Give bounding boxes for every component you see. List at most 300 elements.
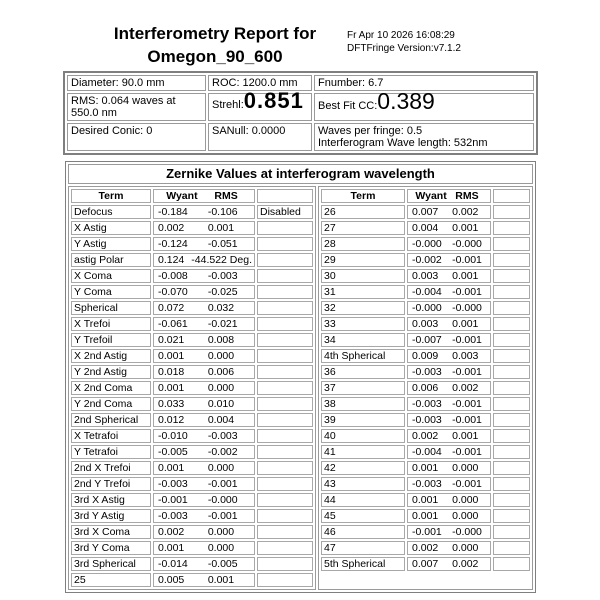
term-cell: X 2nd Coma bbox=[71, 381, 151, 395]
values-cell bbox=[153, 493, 255, 507]
values-cell bbox=[153, 333, 255, 347]
wyant-value: -0.000 bbox=[412, 302, 442, 314]
term-cell: 36 bbox=[321, 365, 405, 379]
rms-value: -0.000 bbox=[452, 302, 482, 314]
note-cell bbox=[493, 381, 530, 395]
zernike-row bbox=[71, 557, 313, 571]
note-cell bbox=[257, 301, 313, 315]
term-cell: Y Coma bbox=[71, 285, 151, 299]
wyant-value: -0.001 bbox=[412, 526, 442, 538]
values-cell bbox=[407, 445, 491, 459]
note-cell bbox=[493, 397, 530, 411]
values-cell bbox=[153, 205, 255, 219]
zernike-row bbox=[321, 381, 530, 395]
zernike-left-column bbox=[68, 186, 316, 590]
zernike-row bbox=[71, 285, 313, 299]
note-column-header bbox=[493, 189, 530, 203]
zernike-row bbox=[71, 541, 313, 555]
zernike-row bbox=[321, 509, 530, 523]
wyant-column-header: Wyant bbox=[415, 190, 447, 202]
values-column-header bbox=[153, 189, 255, 203]
zernike-table-title: Zernike Values at interferogram wavelength bbox=[68, 164, 533, 184]
rms-value: -0.001 bbox=[207, 478, 238, 490]
term-cell: 27 bbox=[321, 221, 405, 235]
wyant-value: 0.001 bbox=[158, 350, 185, 362]
values-cell bbox=[407, 477, 491, 491]
values-cell bbox=[407, 509, 491, 523]
values-cell bbox=[407, 301, 491, 315]
note-cell bbox=[493, 461, 530, 475]
zernike-row bbox=[71, 333, 313, 347]
wyant-value: 0.001 bbox=[412, 494, 439, 506]
best-fit-cc-label: Best Fit CC: bbox=[318, 100, 378, 112]
zernike-row bbox=[71, 253, 313, 267]
term-cell: 33 bbox=[321, 317, 405, 331]
wyant-value: 0.001 bbox=[412, 462, 439, 474]
wyant-value: -0.000 bbox=[412, 238, 442, 250]
wyant-value: 0.004 bbox=[412, 222, 439, 234]
note-cell bbox=[493, 317, 530, 331]
note-cell bbox=[257, 461, 313, 475]
rms-value: -0.003 bbox=[207, 430, 238, 442]
term-cell: Y 2nd Astig bbox=[71, 365, 151, 379]
term-cell: 3rd Spherical bbox=[71, 557, 151, 571]
note-cell bbox=[493, 237, 530, 251]
zernike-header-row bbox=[321, 189, 530, 203]
zernike-row bbox=[321, 349, 530, 363]
zernike-row bbox=[71, 477, 313, 491]
note-cell bbox=[493, 301, 530, 315]
summary-table bbox=[63, 71, 538, 155]
rms-value: 0.001 bbox=[452, 318, 479, 330]
values-cell bbox=[153, 253, 255, 267]
rms-value: -0.001 bbox=[452, 446, 482, 458]
note-cell bbox=[493, 509, 530, 523]
wyant-value: -0.007 bbox=[412, 334, 442, 346]
note-cell bbox=[257, 269, 313, 283]
zernike-row bbox=[321, 221, 530, 235]
empty-filler-cell bbox=[321, 573, 530, 587]
term-cell: Y Trefoil bbox=[71, 333, 151, 347]
note-cell bbox=[493, 333, 530, 347]
wyant-value: 0.007 bbox=[412, 558, 439, 570]
term-cell: 44 bbox=[321, 493, 405, 507]
term-cell: Y Astig bbox=[71, 237, 151, 251]
rms-column-header: RMS bbox=[214, 190, 238, 202]
zernike-row bbox=[321, 365, 530, 379]
values-cell bbox=[407, 493, 491, 507]
term-cell: 45 bbox=[321, 509, 405, 523]
rms-value: 0.003 bbox=[452, 350, 479, 362]
wyant-value: 0.001 bbox=[412, 510, 439, 522]
note-cell: Disabled bbox=[257, 205, 313, 219]
note-cell bbox=[257, 493, 313, 507]
term-cell: 31 bbox=[321, 285, 405, 299]
zernike-row bbox=[321, 397, 530, 411]
term-cell: 43 bbox=[321, 477, 405, 491]
term-cell: 42 bbox=[321, 461, 405, 475]
wyant-value: 0.012 bbox=[158, 414, 185, 426]
values-cell bbox=[153, 349, 255, 363]
term-cell: Defocus bbox=[71, 205, 151, 219]
values-cell bbox=[407, 413, 491, 427]
zernike-row bbox=[321, 477, 530, 491]
term-cell: Y Tetrafoi bbox=[71, 445, 151, 459]
zernike-row bbox=[71, 525, 313, 539]
note-cell bbox=[493, 429, 530, 443]
wyant-column-header: Wyant bbox=[166, 190, 198, 202]
term-cell: 3rd Y Astig bbox=[71, 509, 151, 523]
term-cell: 28 bbox=[321, 237, 405, 251]
zernike-row bbox=[321, 237, 530, 251]
rms-value: 0.002 bbox=[452, 382, 479, 394]
term-cell: 2nd X Trefoi bbox=[71, 461, 151, 475]
rms-value: 0.008 bbox=[207, 334, 235, 346]
wyant-value: -0.008 bbox=[158, 270, 188, 282]
values-cell bbox=[153, 397, 255, 411]
note-cell bbox=[257, 445, 313, 459]
rms-value: 0.001 bbox=[207, 222, 235, 234]
values-cell bbox=[407, 541, 491, 555]
wyant-value: -0.010 bbox=[158, 430, 188, 442]
values-cell bbox=[153, 445, 255, 459]
wyant-value: -0.184 bbox=[158, 206, 188, 218]
zernike-row bbox=[321, 429, 530, 443]
rms-value: -0.005 bbox=[207, 558, 238, 570]
values-cell bbox=[407, 269, 491, 283]
wyant-value: 0.006 bbox=[412, 382, 439, 394]
note-cell bbox=[257, 349, 313, 363]
report-timestamp: Fr Apr 10 2026 16:08:29 bbox=[347, 30, 455, 41]
rms-value: 0.000 bbox=[207, 462, 235, 474]
term-cell: 2nd Spherical bbox=[71, 413, 151, 427]
wyant-value: 0.002 bbox=[158, 526, 185, 538]
zernike-row bbox=[321, 461, 530, 475]
term-column-header: Term bbox=[71, 189, 151, 203]
zernike-row bbox=[321, 317, 530, 331]
rms-value: 0.001 bbox=[452, 222, 479, 234]
rms-value: 0.000 bbox=[207, 542, 235, 554]
values-cell bbox=[407, 557, 491, 571]
values-cell bbox=[153, 365, 255, 379]
term-cell: 25 bbox=[71, 573, 151, 587]
zernike-row bbox=[71, 381, 313, 395]
zernike-row bbox=[71, 205, 313, 219]
zernike-header-row bbox=[71, 189, 313, 203]
best-fit-cc-value: 0.389 bbox=[377, 88, 435, 114]
term-cell: 47 bbox=[321, 541, 405, 555]
page-title-line2: Omegon_90_600 bbox=[147, 47, 283, 66]
term-cell: 38 bbox=[321, 397, 405, 411]
wyant-value: 0.009 bbox=[412, 350, 439, 362]
values-cell bbox=[407, 525, 491, 539]
values-cell bbox=[407, 349, 491, 363]
rms-value: -0.051 bbox=[207, 238, 238, 250]
term-cell: 40 bbox=[321, 429, 405, 443]
term-cell: 3rd X Coma bbox=[71, 525, 151, 539]
best-fit-cc-cell bbox=[314, 88, 534, 121]
values-cell bbox=[153, 413, 255, 427]
rms-value: -0.000 bbox=[452, 238, 482, 250]
rms-value: -0.003 bbox=[207, 270, 238, 282]
note-cell bbox=[493, 541, 530, 555]
values-cell bbox=[153, 509, 255, 523]
wyant-value: -0.070 bbox=[158, 286, 188, 298]
term-cell: X Trefoi bbox=[71, 317, 151, 331]
wyant-value: 0.033 bbox=[158, 398, 185, 410]
term-cell: 26 bbox=[321, 205, 405, 219]
note-cell bbox=[493, 205, 530, 219]
zernike-row bbox=[71, 221, 313, 235]
values-cell bbox=[153, 541, 255, 555]
zernike-row bbox=[321, 525, 530, 539]
term-cell: X Tetrafoi bbox=[71, 429, 151, 443]
wyant-value: 0.003 bbox=[412, 318, 439, 330]
strehl-value: 0.851 bbox=[243, 88, 304, 113]
note-cell bbox=[257, 253, 313, 267]
values-column-header bbox=[407, 189, 491, 203]
note-cell bbox=[493, 493, 530, 507]
note-cell bbox=[257, 365, 313, 379]
rms-value: -0.021 bbox=[207, 318, 238, 330]
term-cell: 39 bbox=[321, 413, 405, 427]
values-cell bbox=[407, 317, 491, 331]
wyant-value: -0.003 bbox=[412, 366, 442, 378]
zernike-right-rows bbox=[321, 205, 530, 571]
zernike-row bbox=[71, 397, 313, 411]
zernike-row bbox=[71, 573, 313, 587]
zernike-row bbox=[321, 269, 530, 283]
note-cell bbox=[493, 269, 530, 283]
term-cell: 34 bbox=[321, 333, 405, 347]
note-cell bbox=[257, 573, 313, 587]
rms-value: -0.001 bbox=[452, 286, 482, 298]
note-cell bbox=[257, 541, 313, 555]
summary-row-2 bbox=[67, 93, 534, 121]
note-cell bbox=[493, 349, 530, 363]
rms-value: -0.025 bbox=[207, 286, 238, 298]
values-cell bbox=[153, 269, 255, 283]
wyant-value: 0.124 bbox=[158, 254, 185, 266]
rms-value: -0.001 bbox=[452, 478, 482, 490]
wyant-value: 0.001 bbox=[158, 462, 185, 474]
term-cell: X 2nd Astig bbox=[71, 349, 151, 363]
note-cell bbox=[257, 525, 313, 539]
zernike-row bbox=[71, 237, 313, 251]
note-cell bbox=[257, 557, 313, 571]
strehl-label: Strehl: bbox=[212, 99, 244, 111]
waves-per-fringe-value: Waves per fringe: 0.5 bbox=[318, 125, 423, 137]
values-cell bbox=[153, 461, 255, 475]
summary-row-3 bbox=[67, 123, 534, 151]
values-cell bbox=[407, 253, 491, 267]
zernike-row bbox=[321, 253, 530, 267]
rms-value: 0.001 bbox=[207, 574, 235, 586]
wyant-value: -0.003 bbox=[412, 398, 442, 410]
note-cell bbox=[493, 557, 530, 571]
term-cell: X Astig bbox=[71, 221, 151, 235]
note-cell bbox=[493, 253, 530, 267]
rms-value: -0.001 bbox=[452, 334, 482, 346]
zernike-row bbox=[321, 205, 530, 219]
zernike-row bbox=[321, 541, 530, 555]
note-cell bbox=[257, 317, 313, 331]
zernike-row bbox=[71, 301, 313, 315]
rms-column-header: RMS bbox=[455, 190, 479, 202]
term-cell: Y 2nd Coma bbox=[71, 397, 151, 411]
zernike-row bbox=[321, 333, 530, 347]
zernike-row bbox=[321, 301, 530, 315]
wyant-value: 0.072 bbox=[158, 302, 185, 314]
page-title-line1: Interferometry Report for bbox=[113, 24, 317, 43]
roc-value: ROC: 1200.0 mm bbox=[208, 75, 312, 91]
term-cell: 2nd Y Trefoi bbox=[71, 477, 151, 491]
diameter-value: Diameter: 90.0 mm bbox=[67, 75, 206, 91]
values-cell bbox=[407, 429, 491, 443]
wyant-value: -0.003 bbox=[412, 414, 442, 426]
rms-value: 0.000 bbox=[452, 462, 479, 474]
values-cell bbox=[153, 429, 255, 443]
report-meta bbox=[347, 29, 461, 55]
note-cell bbox=[257, 285, 313, 299]
rms-value: -0.001 bbox=[452, 398, 482, 410]
rms-value: 0.000 bbox=[452, 542, 479, 554]
values-cell bbox=[153, 221, 255, 235]
note-cell bbox=[257, 509, 313, 523]
wyant-value: 0.002 bbox=[412, 430, 439, 442]
zernike-row bbox=[321, 493, 530, 507]
rms-value: 0.006 bbox=[207, 366, 235, 378]
rms-value: -0.000 bbox=[207, 494, 238, 506]
values-cell bbox=[407, 397, 491, 411]
note-cell bbox=[257, 397, 313, 411]
zernike-row bbox=[71, 509, 313, 523]
note-cell bbox=[257, 221, 313, 235]
wyant-value: 0.003 bbox=[412, 270, 439, 282]
values-cell bbox=[153, 381, 255, 395]
term-cell: 37 bbox=[321, 381, 405, 395]
term-cell: 41 bbox=[321, 445, 405, 459]
note-cell bbox=[493, 365, 530, 379]
rms-value: -0.000 bbox=[452, 526, 482, 538]
values-cell bbox=[407, 205, 491, 219]
wyant-value: -0.003 bbox=[412, 478, 442, 490]
rms-value: 0.000 bbox=[207, 382, 235, 394]
wyant-value: -0.124 bbox=[158, 238, 188, 250]
values-cell bbox=[153, 301, 255, 315]
values-cell bbox=[407, 365, 491, 379]
zernike-row bbox=[71, 349, 313, 363]
zernike-left-rows bbox=[71, 205, 313, 587]
zernike-row bbox=[321, 413, 530, 427]
rms-value: 0.000 bbox=[452, 510, 479, 522]
rms-value: 0.032 bbox=[207, 302, 235, 314]
wyant-value: -0.005 bbox=[158, 446, 188, 458]
values-cell bbox=[153, 317, 255, 331]
term-cell: X Coma bbox=[71, 269, 151, 283]
sanull-value: SANull: 0.0000 bbox=[208, 123, 312, 151]
zernike-row bbox=[71, 445, 313, 459]
values-cell bbox=[407, 237, 491, 251]
note-cell bbox=[493, 445, 530, 459]
rms-value: 0.002 bbox=[452, 206, 479, 218]
rms-value: 0.000 bbox=[207, 526, 235, 538]
values-cell bbox=[153, 477, 255, 491]
fnumber-value: Fnumber: 6.7 bbox=[314, 75, 534, 91]
zernike-table bbox=[65, 161, 536, 593]
zernike-row bbox=[321, 557, 530, 571]
note-cell bbox=[257, 429, 313, 443]
rms-value: -0.001 bbox=[207, 510, 238, 522]
rms-value: 0.001 bbox=[452, 430, 479, 442]
values-cell bbox=[407, 285, 491, 299]
values-cell bbox=[407, 461, 491, 475]
term-cell: Spherical bbox=[71, 301, 151, 315]
term-cell: 30 bbox=[321, 269, 405, 283]
rms-value: 0.010 bbox=[207, 398, 235, 410]
zernike-row bbox=[71, 429, 313, 443]
software-version: DFTFringe Version:v7.1.2 bbox=[347, 43, 461, 54]
wyant-value: -0.003 bbox=[158, 478, 188, 490]
wavelength-cell bbox=[314, 123, 534, 151]
zernike-row bbox=[71, 317, 313, 331]
values-cell bbox=[407, 381, 491, 395]
term-column-header: Term bbox=[321, 189, 405, 203]
strehl-cell bbox=[208, 88, 312, 121]
note-column-header bbox=[257, 189, 313, 203]
wyant-value: -0.004 bbox=[412, 446, 442, 458]
term-cell: 3rd X Astig bbox=[71, 493, 151, 507]
interferogram-wavelength-value: Interferogram Wave length: 532nm bbox=[318, 137, 488, 149]
zernike-row bbox=[71, 365, 313, 379]
wyant-value: 0.018 bbox=[158, 366, 185, 378]
rms-value: -0.002 bbox=[207, 446, 238, 458]
note-cell bbox=[257, 477, 313, 491]
zernike-row bbox=[321, 285, 530, 299]
rms-value: -0.001 bbox=[452, 366, 482, 378]
wyant-value: 0.007 bbox=[412, 206, 439, 218]
zernike-row bbox=[321, 445, 530, 459]
wyant-value: -0.061 bbox=[158, 318, 188, 330]
values-cell bbox=[153, 285, 255, 299]
rms-value: 0.002 bbox=[452, 558, 479, 570]
zernike-row bbox=[71, 461, 313, 475]
rms-value: -44.522 Deg. bbox=[191, 254, 252, 266]
note-cell bbox=[257, 381, 313, 395]
zernike-right-column bbox=[318, 186, 533, 590]
rms-value: -0.001 bbox=[452, 254, 482, 266]
zernike-row bbox=[71, 493, 313, 507]
rms-value: 0.000 bbox=[452, 494, 479, 506]
note-cell bbox=[493, 413, 530, 427]
term-cell: 3rd Y Coma bbox=[71, 541, 151, 555]
term-cell: 4th Spherical bbox=[321, 349, 405, 363]
rms-value: -0.106 bbox=[207, 206, 238, 218]
term-cell: 29 bbox=[321, 253, 405, 267]
note-cell bbox=[257, 237, 313, 251]
wyant-value: 0.002 bbox=[158, 222, 185, 234]
wyant-value: -0.003 bbox=[158, 510, 188, 522]
values-cell bbox=[407, 333, 491, 347]
wyant-value: 0.001 bbox=[158, 382, 185, 394]
zernike-row bbox=[71, 269, 313, 283]
zernike-row bbox=[71, 413, 313, 427]
note-cell bbox=[257, 413, 313, 427]
term-cell: astig Polar bbox=[71, 253, 151, 267]
wyant-value: -0.001 bbox=[158, 494, 188, 506]
rms-value: 0.001 bbox=[452, 270, 479, 282]
rms-value: -0.001 bbox=[452, 414, 482, 426]
